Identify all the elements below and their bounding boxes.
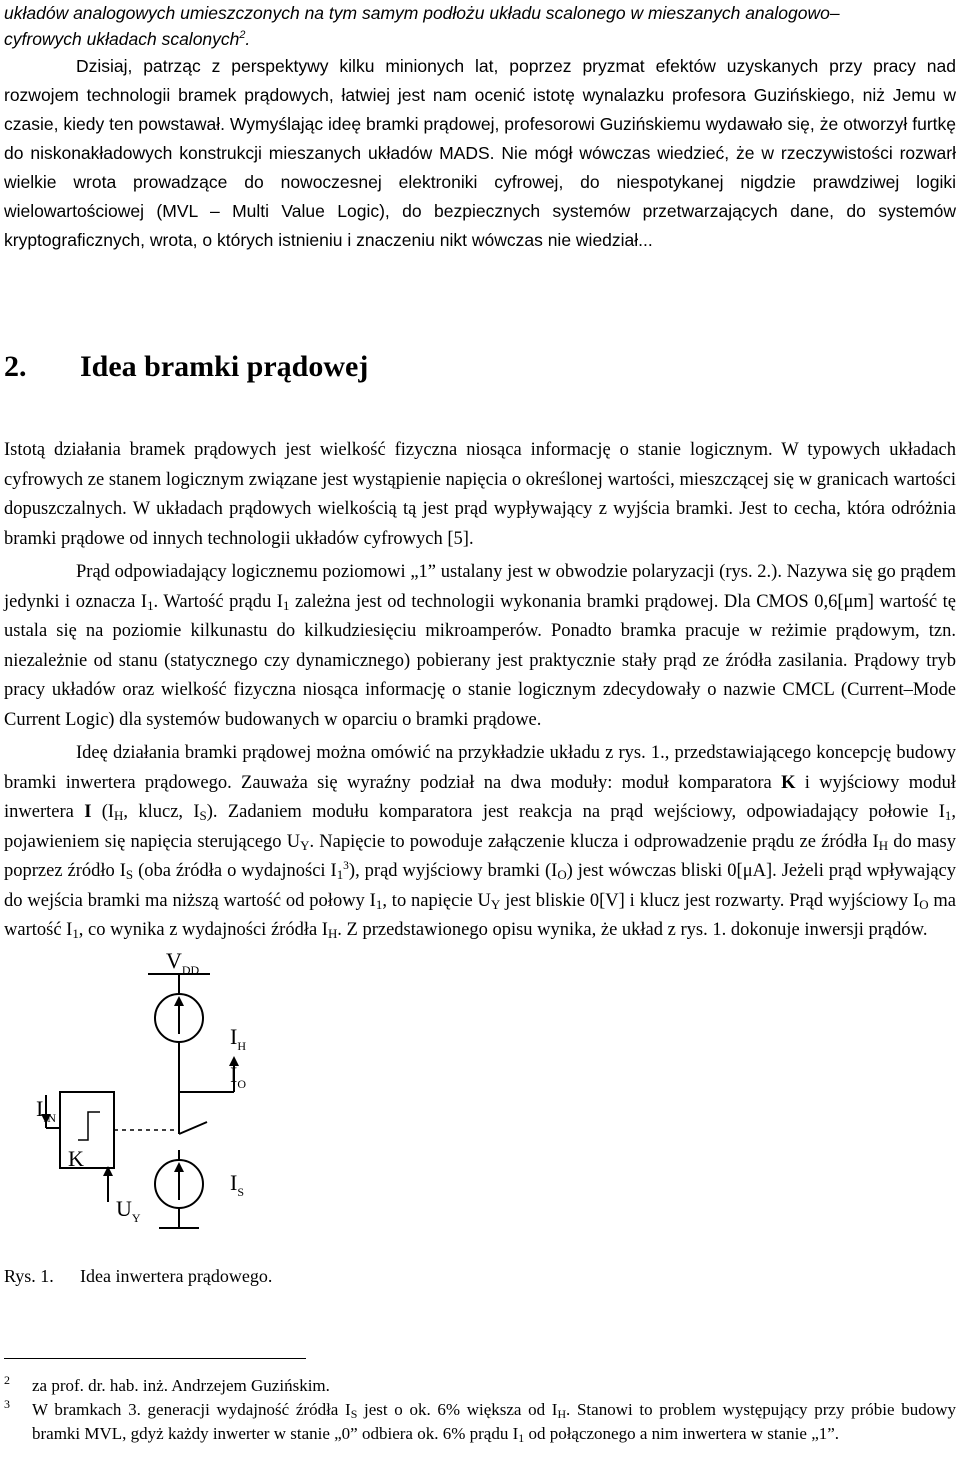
- footnote-ref-3[interactable]: 3: [343, 860, 349, 872]
- inverter-circuit-diagram: [24, 940, 324, 1250]
- caption-text: Idea inwertera prądowego.: [80, 1266, 273, 1286]
- p3-text-a: Ideę działania bramki prądowej można omówić na przykładzie układu z rys. 1., przedstawiającego koncepcję budowy bramki inwertera prądowego. Zauważa się wyraźny podział na dwa moduły: moduł komparatora: [4, 743, 956, 793]
- p3-text-c: (I: [91, 802, 115, 822]
- p3-sub-1c: 1: [375, 896, 383, 912]
- p3-sub-o2: O: [919, 896, 929, 912]
- p3-text-i: (oba źródła o wydajności I: [133, 861, 337, 881]
- p3-text-l: , to napięcie U: [382, 890, 491, 911]
- footnote-2-text: za prof. dr. hab. inż. Andrzejem Guzińskim.: [32, 1376, 330, 1395]
- switch-blade: [179, 1122, 207, 1134]
- body-paragraph-1: Istotą działania bramek prądowych jest wielkość fizyczna niosąca informację o stanie logicznym. W typowych układach cyfrowych ze stanem logicznym związane jest wystąpienie napięcia o określonej wartości, mieszczącej się w granicach wartości dopuszczalnych. W układach prądowych wielkością tą jest prąd wypływający z wyjścia bramki. Jest to cecha, która odróżnia bramki prądowe od innych technologii układów cyfrowych [5].: [4, 440, 956, 549]
- hysteresis-icon: [78, 1112, 100, 1140]
- top-italic-fragment: [4, 0, 840, 52]
- label-vdd: $V_{DD}$: [166, 948, 200, 977]
- p2-text-b: . Wartość prądu I: [153, 591, 283, 612]
- p3-sub-1: 1: [944, 808, 952, 823]
- p3-sub-1d: 1: [72, 926, 79, 941]
- figure-caption: [4, 1266, 272, 1287]
- p3-sub-h: H: [114, 808, 124, 823]
- label-iin: $I_{IN}$: [36, 1096, 56, 1125]
- section-number: 2.: [4, 350, 27, 383]
- p3-text-k: ) jest wówczas bliski 0[μA]. Jeżeli prąd wpływający do wejścia bramki ma niższą wartość od połowy I: [4, 861, 957, 911]
- footnote-3-text: W bramkach 3. generacji wydajność źródła $I_S$ jest o ok. 6% większa od $I_H$. Stanowi to problem występujący przy próbie budowy bramki MVL, gdyż każdy inwerter w stanie „0” odbiera ok. 6% prądu $I_1$ od połączonego a nim inwertera w stanie „1”.: [32, 1400, 956, 1445]
- p3-bold-i: I: [84, 802, 92, 822]
- body-paragraph-3: [4, 739, 956, 946]
- ih-arrowhead: [174, 996, 184, 1006]
- section-body: [4, 436, 956, 946]
- italic-line-2: [4, 26, 840, 52]
- p3-text-g: . Napięcie to powoduje załączenie klucza i odprowadzenie prądu ze źródła I: [309, 831, 879, 852]
- p2-sub-2: 1: [282, 597, 290, 613]
- italic-line-1: układów analogowych umieszczonych na tym samym podłożu układu scalonego w mieszanych analogowo–: [4, 3, 840, 23]
- p3-sub-1b: 1: [336, 867, 344, 882]
- footnote-3: [4, 1398, 956, 1446]
- label-k: K: [68, 1146, 84, 1171]
- footnote-2: [4, 1374, 956, 1398]
- p3-sub-s2: S: [125, 867, 134, 882]
- p3-sub-s: S: [199, 808, 207, 823]
- p2-text-a: Prąd odpowiadający logicznemu poziomowi „1” ustalany jest w obwodzie polaryzacji (rys. 2.). Nazywa się go prądem jedynki i oznacza I: [4, 562, 956, 612]
- label-is: $I_S$: [230, 1170, 245, 1199]
- p3-text-d: , klucz, I: [123, 802, 200, 822]
- p3-text-o: , co wynika z wydajności źródła I: [78, 920, 328, 940]
- p3-text-n: ma wartość I: [4, 890, 956, 940]
- p2-text-c: zależna jest od technologii wykonania bramki prądowej. Dla CMOS 0,6[μm] wartość tę ustala się na poziomie kilkunastu do kilkudziesięciu mikroamperów. Ponadto bramka pracuje w reżimie prądowym, tzn. niezależnie od stanu (statycznego czy dynamicznego) pobierany jest praktycznie stały prąd ze źródła zasilania. Prądowy tryb pracy układów oraz wielkość fizyczna niosąca informację o stanie logicznym zdecydowały o nazwie CMCL (Current–Mode Current Logic) dla systemów budowanych w oparciu o bramki prądowe.: [4, 591, 956, 730]
- p3-sub-y2: Y: [490, 896, 501, 912]
- intro-paragraph: Dzisiaj, patrząc z perspektywy kilku minionych lat, poprzez pryzmat efektów uzyskanych przy pracy nad rozwojem technologii bramek prądowych, łatwiej jest nam ocenić istotę wynalazku profesora Guzińskiego, niż Jemu w czasie, kiedy ten powstawał. Wymyślając ideę bramki prądowej, profesorowi Guzińskiemu wydawało się, że otworzył furtkę do niskonakładowych konstrukcji mieszanych układów MADS. Nie mógł wówczas wiedzieć, że w rzeczywistości rozwarł wielkie wrota prowadzące do nowoczesnej elektroniki cyfrowej, do niespotykanej nigdzie prawdziwej logiki wielowartościowej (MVL – Multi Value Logic), do bezpiecznych systemów przetwarzających dane, do systemów kryptograficznych, wrota, o których istnieniu i znaczeniu nikt wówczas nie wiedział...: [4, 56, 956, 250]
- section-title: Idea bramki prądowej: [80, 350, 369, 383]
- p3-sub-h3: H: [327, 926, 338, 941]
- footnote-3-mark: 3: [4, 1397, 10, 1411]
- p3-text-p: . Z przedstawionego opisu wynika, że układ z rys. 1. dokonuje inwersji prądów.: [337, 920, 928, 940]
- p3-sub-o: O: [557, 867, 567, 882]
- label-io: $I_O$: [230, 1062, 246, 1091]
- label-ih: $I_H$: [230, 1024, 246, 1053]
- footnote-ref-2[interactable]: 2: [239, 29, 246, 41]
- p3-text-f: , pojawieniem się napięcia sterującego U: [4, 802, 956, 852]
- footnote-2-mark: 2: [4, 1373, 10, 1387]
- p3-bold-k: K: [781, 772, 796, 793]
- italic-line-2-end: .: [245, 29, 251, 49]
- footnote-divider: [4, 1358, 306, 1359]
- section-heading: [4, 350, 368, 384]
- p3-sub-h2: H: [878, 837, 889, 853]
- p3-text-b: i wyjściowy moduł inwertera: [4, 772, 956, 822]
- label-uy: $U_Y$: [116, 1196, 141, 1225]
- body-paragraph-2: [4, 558, 956, 735]
- p3-text-j: ), prąd wyjściowy bramki (I: [348, 861, 558, 881]
- p3-text-e: ). Zadaniem modułu komparatora jest reakcja na prąd wejściowy, odpowiadający połowie I: [206, 802, 945, 822]
- italic-line-2-text: cyfrowych układach scalonych: [4, 29, 240, 49]
- caption-label: Rys. 1.: [4, 1266, 54, 1286]
- p2-sub-1: 1: [147, 597, 154, 613]
- p3-text-h: do masy poprzez źródło I: [4, 831, 956, 881]
- p3-text-m: jest bliskie 0[V] i klucz jest rozwarty. Prąd wyjściowy I: [500, 890, 920, 911]
- p3-sub-y: Y: [300, 837, 310, 853]
- is-arrowhead: [174, 1162, 184, 1172]
- intro-paragraph-block: [4, 52, 956, 255]
